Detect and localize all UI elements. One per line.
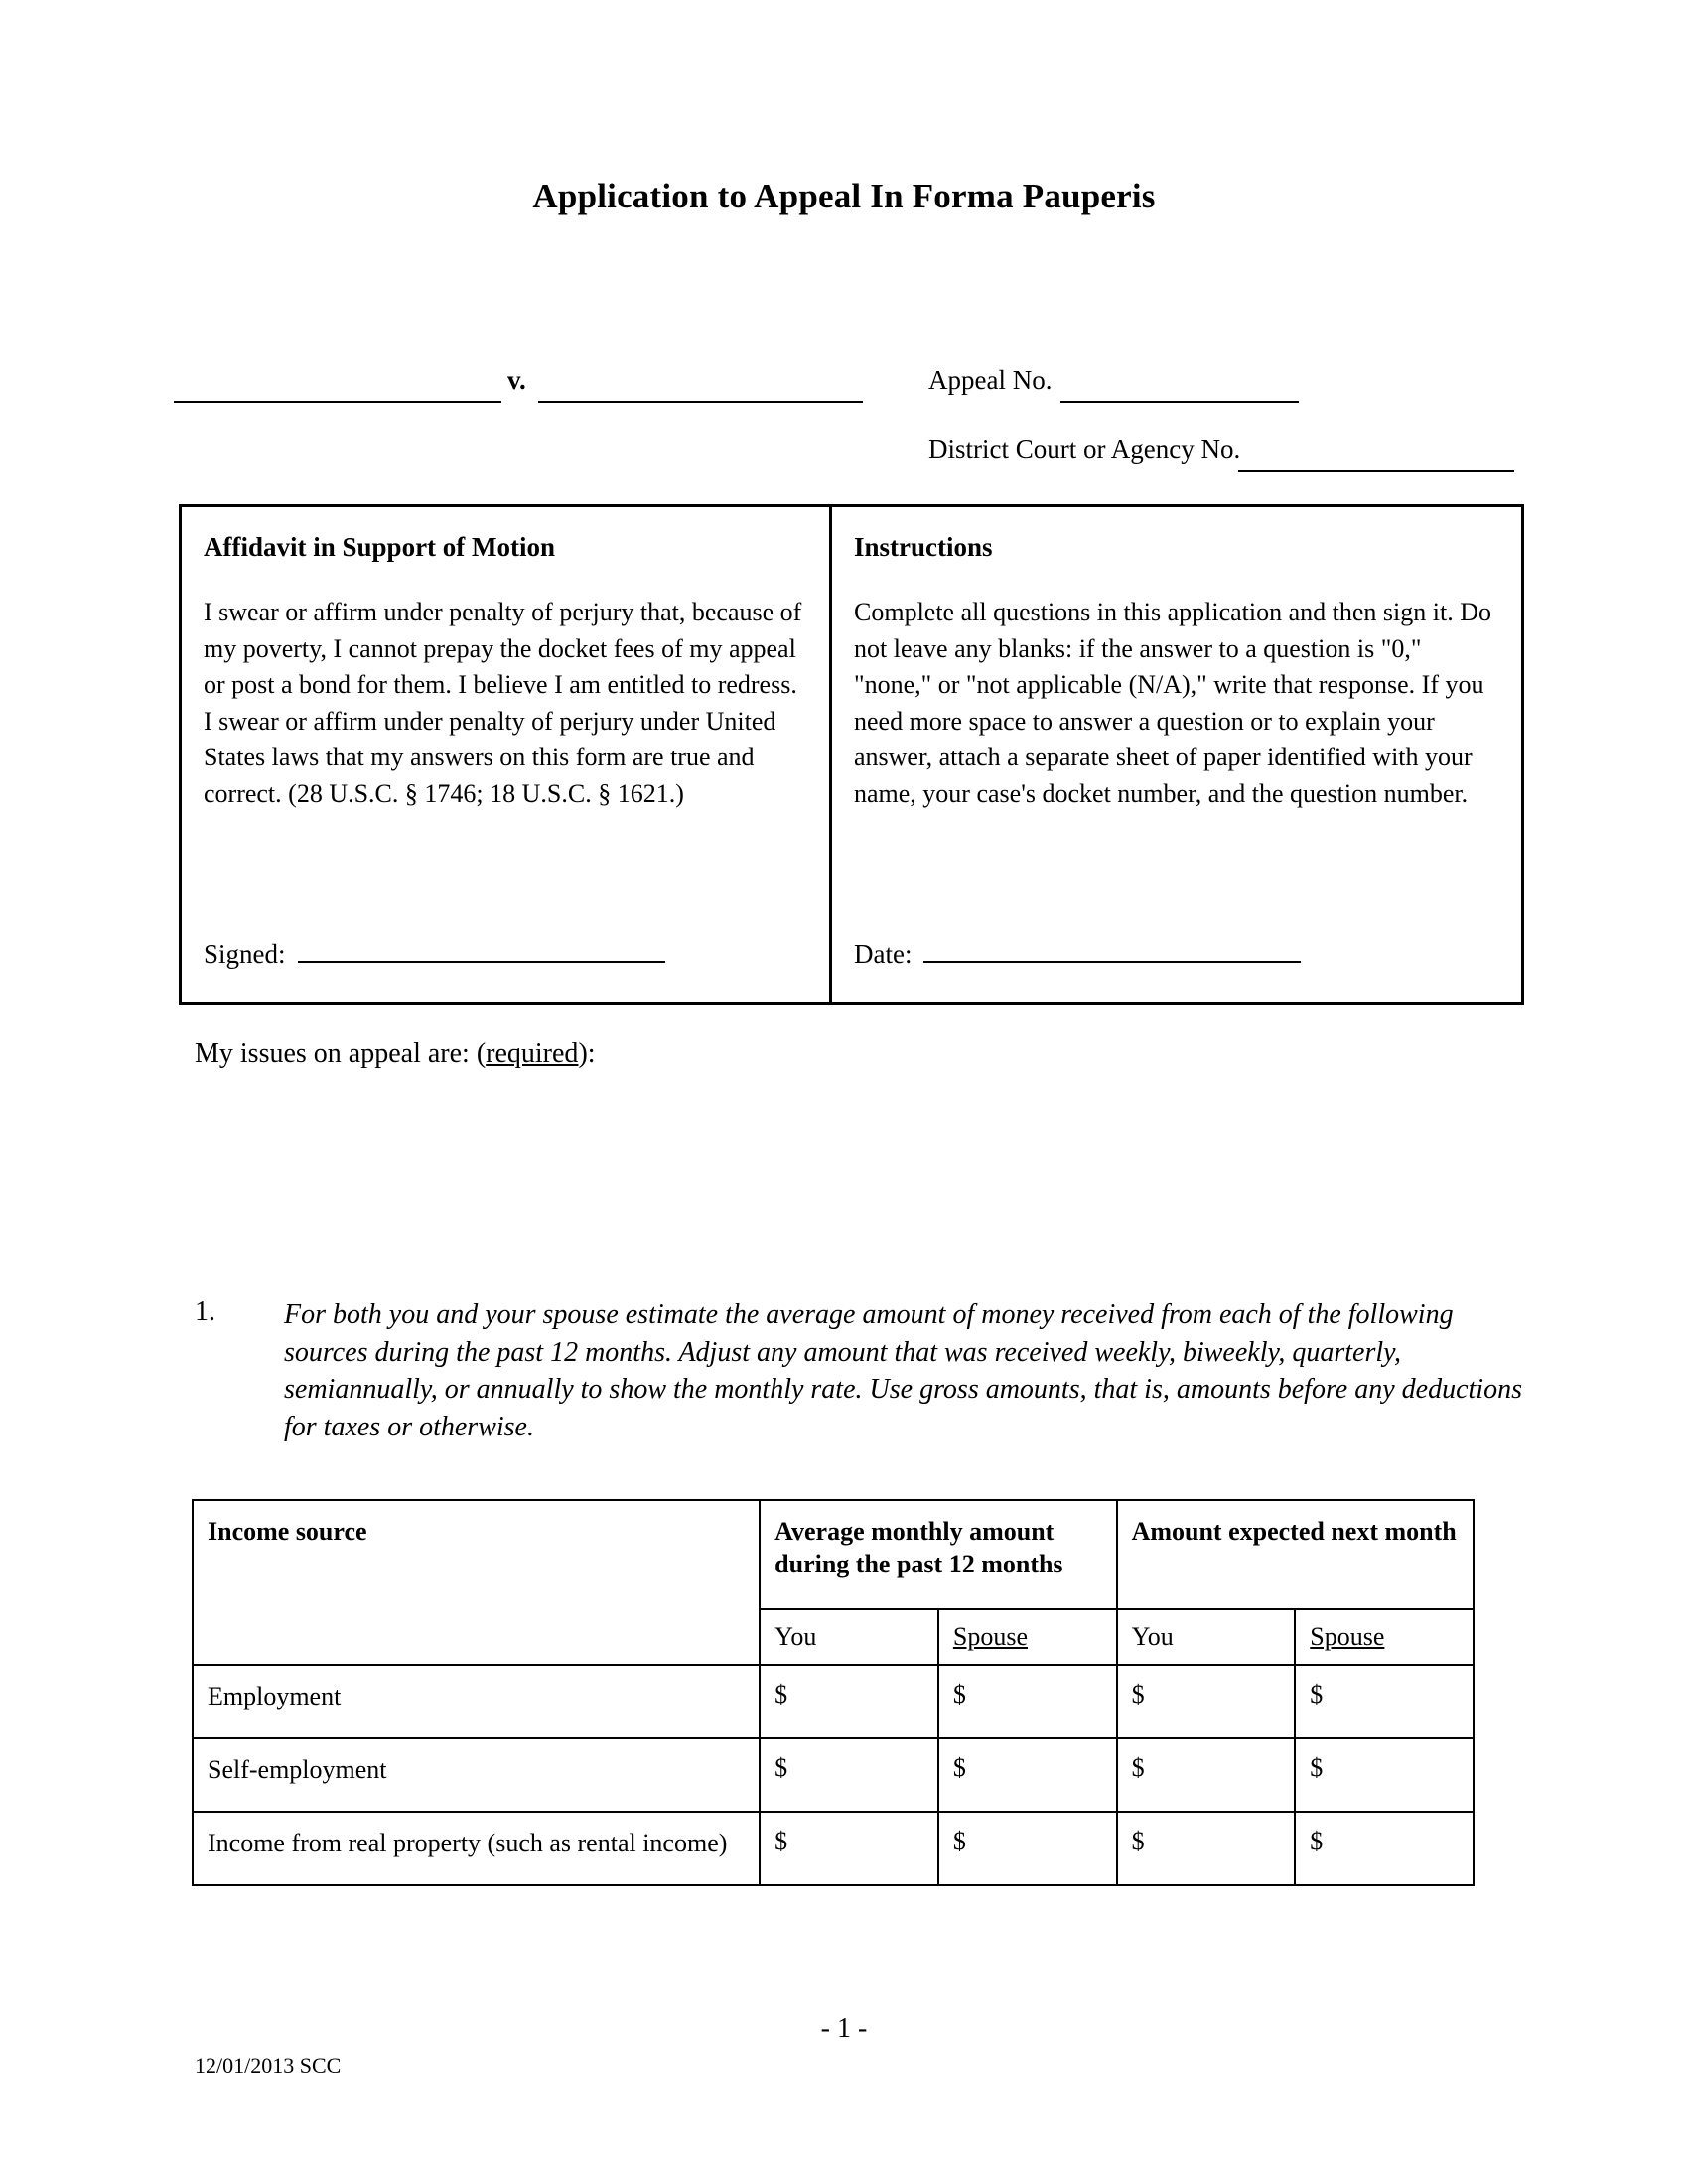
district-court-number-blank[interactable]: [1238, 470, 1514, 472]
subheader-next-spouse: [1295, 1609, 1474, 1665]
cell-self-employment-avg-spouse[interactable]: $: [938, 1738, 1117, 1812]
row-label-self-employment: Self-employment: [193, 1738, 760, 1812]
table-header-row: [193, 1500, 1474, 1609]
cell-real-property-next-you[interactable]: $: [1117, 1812, 1296, 1885]
appeal-number-blank[interactable]: [1060, 401, 1299, 403]
date-line: [854, 939, 1301, 970]
cell-employment-next-you[interactable]: $: [1117, 1665, 1296, 1738]
subheader-next-spouse-text: Spouse: [1310, 1622, 1385, 1651]
instructions-heading: Instructions: [854, 532, 993, 562]
income-sources-table: [192, 1499, 1475, 1886]
revision-stamp: 12/01/2013 SCC: [195, 2053, 342, 2078]
petitioner-name-blank[interactable]: [174, 401, 501, 403]
district-court-number-label: District Court or Agency No.: [928, 434, 1241, 464]
cell-employment-avg-you[interactable]: $: [760, 1665, 938, 1738]
subheader-avg-spouse: [938, 1609, 1117, 1665]
instructions-column: [832, 507, 1527, 1002]
cell-real-property-next-spouse[interactable]: $: [1295, 1812, 1474, 1885]
respondent-name-blank[interactable]: [538, 401, 863, 403]
row-label-real-property-income: Income from real property (such as rental income): [193, 1812, 760, 1885]
affidavit-heading: Affidavit in Support of Motion: [204, 532, 556, 562]
date-label: Date:: [854, 939, 913, 969]
affidavit-instructions-box: [179, 504, 1524, 1005]
versus-label: v.: [507, 365, 526, 395]
cell-self-employment-next-spouse[interactable]: $: [1295, 1738, 1474, 1812]
row-label-employment: Employment: [193, 1665, 760, 1738]
date-blank[interactable]: [923, 961, 1301, 963]
affidavit-column: [182, 507, 832, 1002]
page-title: Application to Appeal In Forma Pauperis: [532, 177, 1156, 215]
header-average-monthly: Average monthly amount during the past 12 months: [760, 1500, 1116, 1609]
caption-parties-row: [174, 365, 1524, 411]
issues-required-word: required: [486, 1038, 579, 1069]
cell-self-employment-next-you[interactable]: $: [1117, 1738, 1296, 1812]
question-1-number: 1.: [195, 1297, 215, 1327]
header-expected-next-month: Amount expected next month: [1117, 1500, 1474, 1609]
cell-self-employment-avg-you[interactable]: $: [760, 1738, 938, 1812]
issues-prefix: My issues on appeal are: (: [195, 1038, 487, 1069]
subheader-avg-spouse-text: Spouse: [952, 1622, 1028, 1651]
signature-blank[interactable]: [298, 961, 665, 963]
cell-real-property-avg-you[interactable]: $: [760, 1812, 938, 1885]
table-row: [193, 1738, 1474, 1812]
cell-real-property-avg-spouse[interactable]: $: [938, 1812, 1117, 1885]
case-caption: [174, 365, 1524, 494]
instructions-body: Complete all questions in this application and then sign it. Do not leave any blanks: if the answer to a question is "0," "none," or "not applicable (N/A)," write that response. If you need more space to answer a question or to explain your answer, attach a separate sheet of paper identified with your name, your case's docket number, and the question number.: [854, 598, 1491, 808]
subheader-next-you: You: [1117, 1609, 1296, 1665]
subheader-avg-you: You: [760, 1609, 938, 1665]
affidavit-body: I swear or affirm under penalty of perjury that, because of my poverty, I cannot prepay the docket fees of my appeal or post a bond for them. I believe I am entitled to redress. I swear or affirm under penalty of perjury under United States laws that my answers on this form are true and correct. (28 U.S.C. § 1746; 18 U.S.C. § 1621.): [204, 598, 802, 808]
signed-label: Signed:: [204, 939, 286, 969]
header-income-source: Income source: [193, 1500, 760, 1665]
issues-suffix: ):: [578, 1038, 596, 1069]
question-1-text: For both you and your spouse estimate the average amount of money received from each of the following sources during the past 12 months. Adjust any amount that was received weekly, biweekly, quarterly, semiannually, or annually to show the monthly rate. Use gross amounts, that is, amounts before any deductions for taxes or otherwise.: [284, 1299, 1522, 1442]
appeal-number-label: Appeal No.: [928, 365, 1053, 395]
signature-line: [204, 939, 665, 970]
page-number: - 1 -: [820, 2013, 868, 2044]
table-row: [193, 1665, 1474, 1738]
cell-employment-avg-spouse[interactable]: $: [938, 1665, 1117, 1738]
cell-employment-next-spouse[interactable]: $: [1295, 1665, 1474, 1738]
issues-on-appeal-prompt: [195, 1038, 596, 1070]
table-row: [193, 1812, 1474, 1885]
